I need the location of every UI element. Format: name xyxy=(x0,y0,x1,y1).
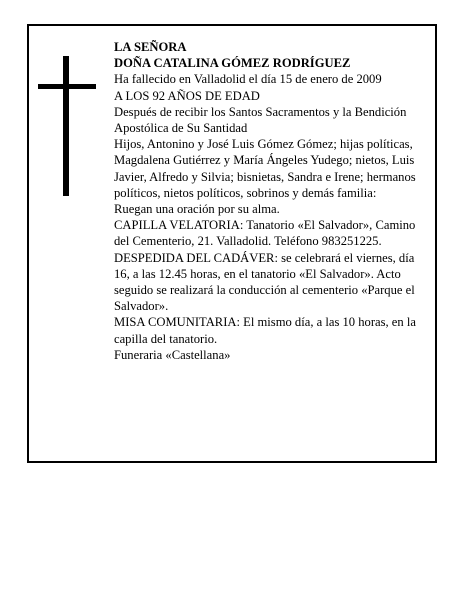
mass-text: El mismo día, a las 10 horas, en la capilla del tanatorio. xyxy=(114,315,416,346)
prayer-text: Ruegan una oración por su alma. xyxy=(114,202,280,217)
notice-title: LA SEÑORA xyxy=(114,40,187,54)
cross-vertical-bar xyxy=(63,56,69,196)
mass-paragraph xyxy=(114,314,432,346)
chapel-text: Tanatorio «El Salvador», Camino del Cementerio, 21. Valladolid. Teléfono 983251225. xyxy=(114,218,416,249)
funeral-home: Funeraria «Castellana» xyxy=(114,347,231,362)
farewell-paragraph xyxy=(114,250,432,315)
deceased-name: DOÑA CATALINA GÓMEZ RODRÍGUEZ xyxy=(114,56,351,71)
mass-label: MISA COMUNITARIA: xyxy=(114,315,240,330)
latin-cross-icon xyxy=(38,56,96,196)
obituary-text xyxy=(114,39,432,363)
death-line: Ha fallecido en Valladolid el día 15 de enero de 2009 xyxy=(114,72,382,87)
chapel-paragraph xyxy=(114,217,432,249)
farewell-label: DESPEDIDA DEL CADÁVER: xyxy=(114,250,278,265)
family-text: Hijos, Antonino y José Luis Gómez Gómez; hijas políticas, Magdalena Gutiérrez y María Ángeles Yudego; nietos, Luis Javier, Alfredo y Silvia; bisnietas, Sandra e Irene; hermanos políticos, nietos políticos, sobrinos y demás familia: xyxy=(114,137,416,200)
chapel-label: CAPILLA VELATORIA: xyxy=(114,218,244,233)
farewell-text: se celebrará el viernes, día 16, a las 12.45 horas, en el tanatorio «El Salvador». Acto seguido se realizará la conducción al cementerio «Parque el Salvador». xyxy=(114,250,415,314)
sacraments-text: Después de recibir los Santos Sacramentos y la Bendición Apostólica de Su Santidad xyxy=(114,104,407,136)
age-line: A LOS 92 AÑOS DE EDAD xyxy=(114,88,260,103)
cross-horizontal-bar xyxy=(38,84,96,89)
